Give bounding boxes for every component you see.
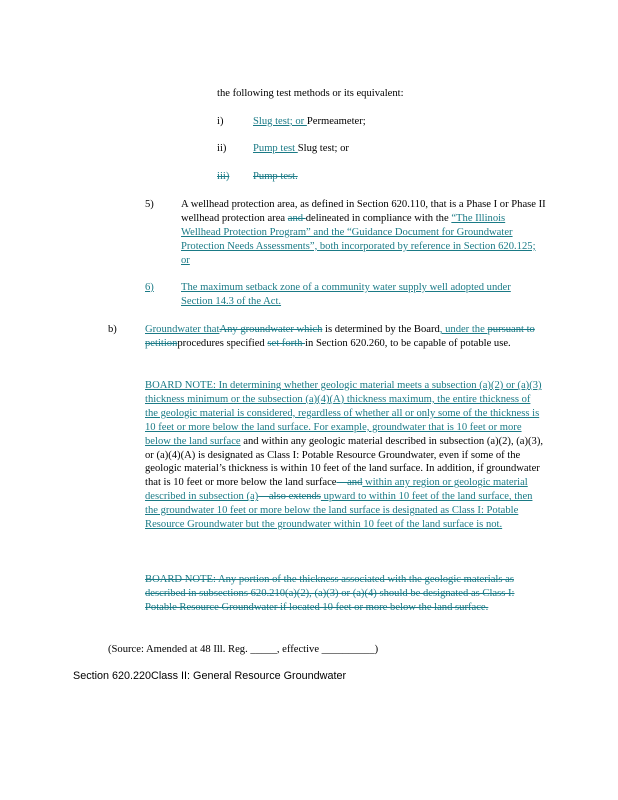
method-number-deleted: iii) [217, 171, 230, 182]
inserted-text: “The Illinois Wellhead Protection Program” and the “Guidance Document for Groundwater Protection Needs Assessments”, both incorporated by reference in Section 620.125; or [181, 212, 536, 266]
deleted-text: pursuant to petition [145, 324, 535, 349]
deleted-text: —and [336, 477, 363, 489]
section-number: Section 620.220 [73, 670, 152, 682]
deleted-text: BOARD NOTE: Any portion of the thickness associated with the geologic materials as described in subsections 620.210(a)(2), (a)(3) or (a)(4) should be designated as Class I: Potable Resource Groundwater if located 10 feet or more below the land surface. [145, 574, 515, 613]
item-5-number: 5) [145, 199, 154, 210]
inserted-text: , under the [439, 324, 488, 335]
inserted-text: BOARD NOTE: In determining whether geologic material meets a subsection (a)(2) or (a)(3) thickness minimum or the subsection (a)(4)(A) thickness maximum, the entire thickness of the geologic material is considered, regardless of whether all or only some of the thickness is 10 feet or more below the land surface. For example, groundwater that is 10 feet or more below the land surface [145, 380, 542, 447]
method-item [217, 115, 223, 129]
section-title: Class II: General Resource Groundwater [151, 670, 347, 682]
inserted-text: Slug test; or [253, 116, 307, 127]
source-line: (Source: Amended at 48 Ill. Reg. _____, effective __________) [108, 644, 379, 655]
item-b-number: b) [108, 324, 117, 335]
original-text: Permeameter; [306, 116, 366, 127]
method-text [253, 115, 366, 129]
inserted-text: upward to within 10 feet of the land surface, then the groundwater 10 feet or more below the land surface is designated as Class I: Potable Resource Groundwater but the groundwater within 10 feet of the land surface is not. [145, 491, 533, 531]
inserted-text: The maximum setback zone of a community water supply well adopted under Section 14.3 of the Act. [181, 282, 511, 307]
section-heading [73, 670, 346, 684]
inserted-text: Pump test [253, 143, 298, 154]
inserted-text: Groundwater that [145, 324, 220, 335]
deleted-text: and [287, 212, 306, 224]
deleted-text: set forth [267, 337, 306, 349]
deleted-text: Any groundwater which [219, 324, 323, 335]
deleted-text: —also extends [258, 491, 321, 503]
inserted-text: within any region or geologic material described in subsection (a) [145, 477, 528, 503]
board-note-2 [145, 573, 540, 615]
item-b-text: Groundwater thatAny groundwater which is determined by the Board, under the pursuant to petitionprocedures specified set forth in Section 620.260, to be capable of potable use. [145, 324, 535, 349]
item-6-number: 6) [145, 282, 154, 293]
deleted-text: Pump test. [253, 171, 298, 182]
method-number: ii) [217, 143, 227, 154]
method-item [217, 142, 226, 156]
method-number: i) [217, 116, 224, 127]
intro-line: the following test methods or its equivalent: [217, 88, 404, 99]
original-text: and within any geologic material described in subsection (a)(2), (a)(3), or (a)(4)(A) is designated as Class I: Potable Resource Groundwater, even if some of the geologic material’s thickness is within 10 feet of the land surface. In addition, if groundwater that is 10 feet or more below the land surface [145, 435, 544, 489]
method-text [253, 170, 298, 184]
method-item [217, 170, 229, 184]
board-note-1 [145, 379, 545, 532]
method-text [253, 142, 349, 156]
original-text: Slug test; or [297, 143, 349, 154]
item-6-text [181, 281, 541, 309]
item-5-text: A wellhead protection area, as defined in Section 620.110, that is a Phase I or Phase II wellhead protection area and delineated in compliance with the “The Illinois Wellhead Protection Program” and the “Guidance Document for Groundwater Protection Needs Assessments”, both incorporated by reference in Section 620.125; or [181, 199, 546, 266]
